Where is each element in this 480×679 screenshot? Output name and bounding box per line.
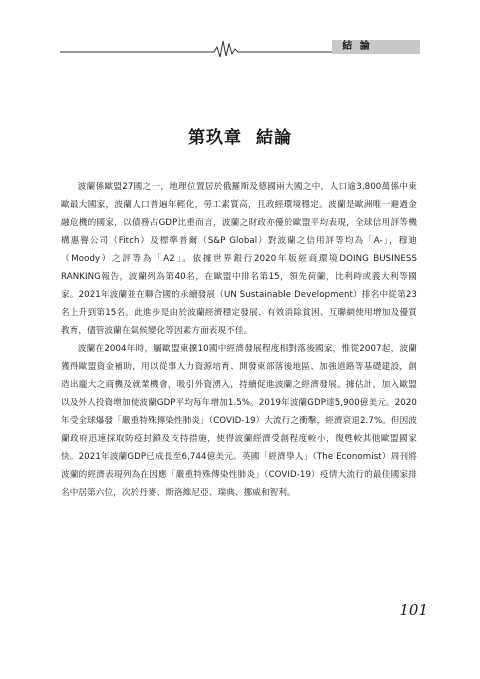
chapter-title: 結論 <box>256 128 292 148</box>
paragraph: 波蘭係歐盟27國之一，地理位置居於俄羅斯及德國兩大國之中，人口逾3,800萬係中東歐最大國家，波蘭人口普遍年輕化，勞工素質高，且政經環境穩定。波蘭是歐洲唯一避過金融危機的國家，以債務占GDP比重而言，波蘭之財政亦優於歐盟平均表現，全球信用評等機構惠譽公司（Fitch）及標準普爾（S&P Global）對波蘭之信用評等均為「A-」，穆迪（Moody）之評等為「A2」。依據世界銀行2020年版經商環境DOING BUSINESS RANKING報告，波蘭列為第40名，在歐盟中排名第15，領先荷蘭，比利時或義大利等國家。2021年波蘭並在聯合國的永續發展（UN Sustainable Development）排名中從第23名上升到第15名。此進步是由於波蘭經濟穩定發展、有效消除貧困、互聯網使用增加及優質教育，儘管波蘭在氣候變化等因素方面表現不佳。 <box>61 182 417 336</box>
body-text <box>61 178 417 502</box>
paragraph: 波蘭在2004年時，屬歐盟東擴10國中經濟發展程度相對落後國家，惟從2007起，波蘭獲得歐盟資金補助，用以從事人力資源培育、開發東部落後地區、加強道路等基礎建設，創造出龐大之商機及就業機會，吸引外資湧入，持續促進波蘭之經濟發展。據估計，加入歐盟以及外人投資增加使波蘭GDP平均每年增加1.5%。2019年波蘭GDP達5,900億美元。2020年受全球爆發「嚴重特殊傳染性肺炎」（COVID-19）大流行之衝擊，經濟衰退2.7%。但因波蘭政府迅速採取防疫封鎖及支持措施，使得波蘭經濟受創程度較小，復甦較其他歐盟國家快。2021年波蘭GDP已成長至6,744億美元。英國「經濟學人」（The Economist）周刊將波蘭的經濟表現列為在因應「嚴重特殊傳染性肺炎」（COVID-19）疫情大流行的最佳國家排名中居第六位，次於丹麥、斯洛維尼亞、瑞典、挪威和智利。 <box>61 344 418 498</box>
chapter-number: 第玖章 <box>188 128 242 148</box>
heartbeat-line <box>60 41 332 57</box>
chapter-heading <box>0 123 480 148</box>
running-header-label: 結 論 <box>342 41 372 52</box>
page-number: 101 <box>399 601 428 619</box>
